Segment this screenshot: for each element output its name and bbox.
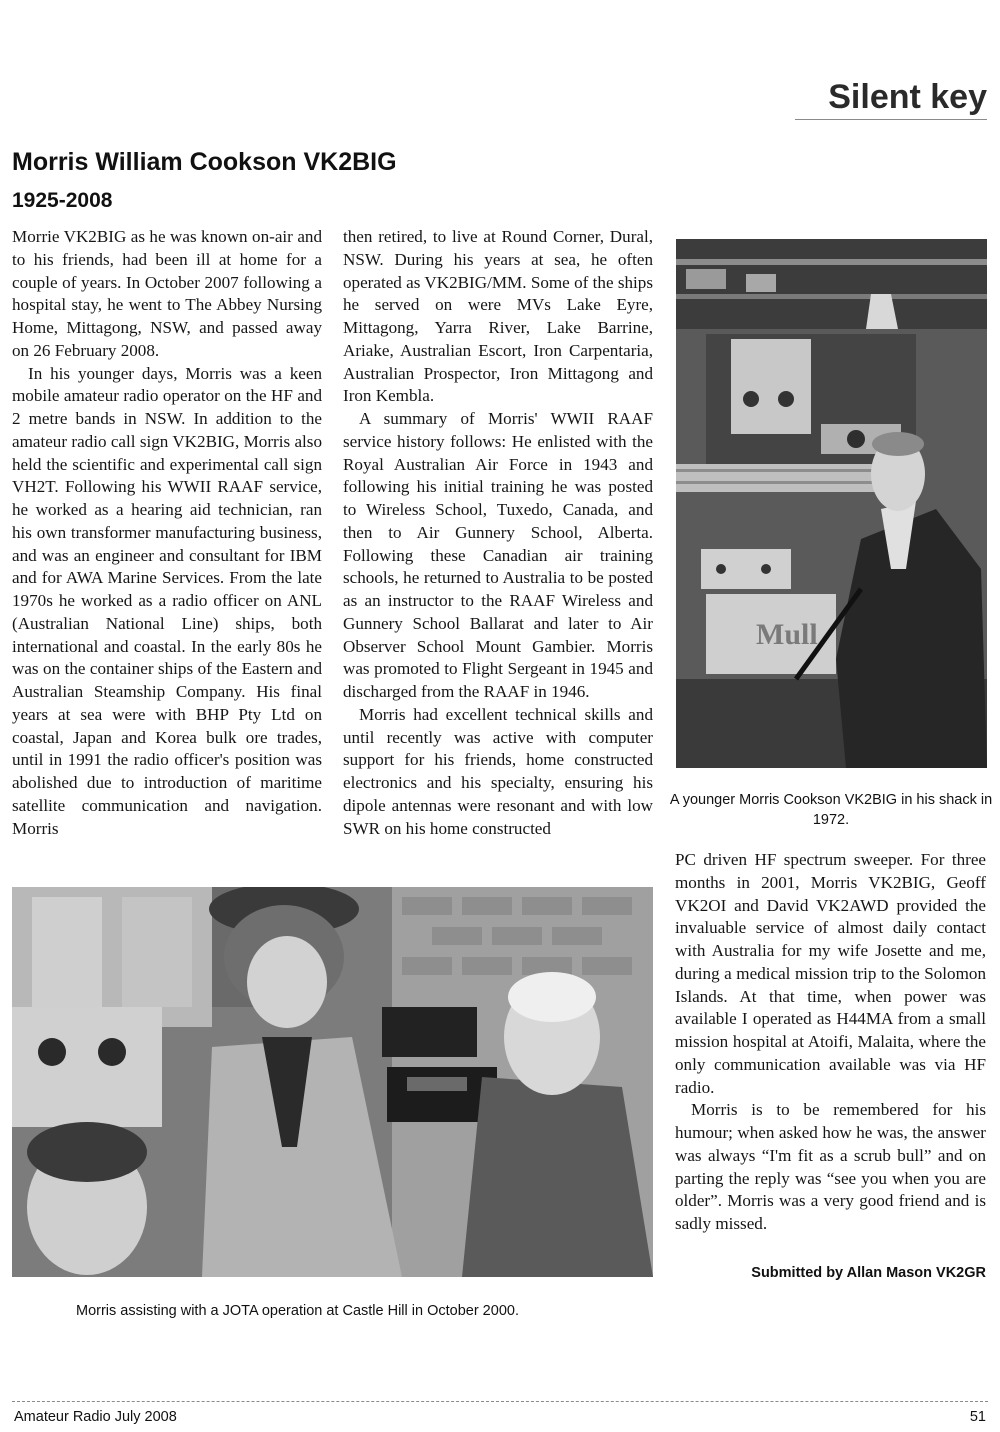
article-column-1	[12, 226, 322, 840]
column-2-paragraph-2: A summary of Morris' WWII RAAF service history follows: He enlisted with the Royal Australian Air Force in 1943 and following his initial training he was posted to Wireless School, Tuxedo, Canada, and then to Air Gunnery School, Alberta. Following these Canadian air training schools, he returned to Australia to be posted as an instructor to the RAAF Wireless and Gunnery School Ballarat and later to Air Observer School Mount Gambier. Morris was promoted to Flight Sergeant in 1945 and discharged from the RAAF in 1946.	[343, 409, 653, 701]
submitted-by: Submitted by Allan Mason VK2GR	[751, 1265, 986, 1281]
footer-publication: Amateur Radio July 2008	[14, 1409, 177, 1425]
photo-box-lettering: Mull	[756, 618, 818, 651]
column-1-paragraph-2: In his younger days, Morris was a keen mobile amateur radio operator on the HF and 2 metre bands in NSW. In addition to the amateur radio call sign VK2BIG, Morris also held the scientific and experimental call sign VH2T. Following his WWII RAAF service, he worked as a hearing aid technician, ran his own transformer manufacturing business, and was an engineer and consultant for IBM and for AWA Marine Services. From the late 1970s he worked as a radio officer on ANL (Australian National Line) ships, both international and coastal. In the early 80s he was on the container ships of the Eastern and Australian Steamship Company. His final years at sea were with BHP Pty Ltd on coastal, Japan and Korea bulk ore trades, until in 1991 the radio officer's position was abolished due to introduction of maritime satellite communication and navigation. Morris	[12, 363, 322, 838]
jota-photo-graphic	[12, 887, 653, 1277]
column-1-paragraph-1: Morrie VK2BIG as he was known on-air and to his friends, had been ill at home for a couple of years. In October 2007 following a hospital stay, he went to The Abbey Nursing Home, Mittagong, NSW, and passed away on 26 February 2008.	[12, 227, 322, 360]
shack-photo-graphic	[676, 239, 987, 768]
jota-photo-2000	[12, 887, 653, 1277]
obituary-years: 1925-2008	[12, 189, 113, 212]
footer-divider	[12, 1401, 988, 1402]
article-column-3	[675, 849, 986, 1236]
shack-photo-1972	[676, 239, 987, 768]
footer-page-number: 51	[969, 1409, 986, 1425]
column-2-paragraph-3: Morris had excellent technical skills and until recently was active with computer support for his friends, home constructed electronics and his specialty, ensuring his dipole antennas were resonant and with low SWR on his home constructed	[343, 704, 653, 838]
column-3-paragraph-1: PC driven HF spectrum sweeper. For three months in 2001, Morris VK2BIG, Geoff VK2OI and David VK2AWD provided the invaluable service of almost daily contact with Australia for my wife Josette and me, during a medical mission trip to the Solomon Islands. At that time, when power was available I operated as H44MA from a small mission hospital at Atoifi, Malaita, where the only communication available was via HF radio.	[675, 850, 986, 1097]
jota-photo-caption: Morris assisting with a JOTA operation at Castle Hill in October 2000.	[76, 1303, 519, 1319]
column-2-paragraph-1: then retired, to live at Round Corner, Dural, NSW. During his years at sea, he often operated as VK2BIG/MM. Some of the ships he served on were MVs Lake Eyre, Mittagong, Yarra River, Lake Barrine, Ariake, Australian Escort, Iron Carpentaria, Australian Prospector, Iron Mittagong and Iron Kembla.	[343, 227, 653, 406]
shack-photo-caption: A younger Morris Cookson VK2BIG in his shack in 1972.	[669, 792, 993, 828]
section-label: Silent key	[795, 76, 987, 120]
column-3-paragraph-2: Morris is to be remembered for his humour; when asked how he was, the answer was always “I'm fit as a scrub bull” and on parting the reply was “see you when you are older”. Morris was a very good friend and is sadly missed.	[675, 1100, 986, 1233]
obituary-headline: Morris William Cookson VK2BIG	[12, 148, 397, 176]
article-column-2	[343, 226, 653, 840]
